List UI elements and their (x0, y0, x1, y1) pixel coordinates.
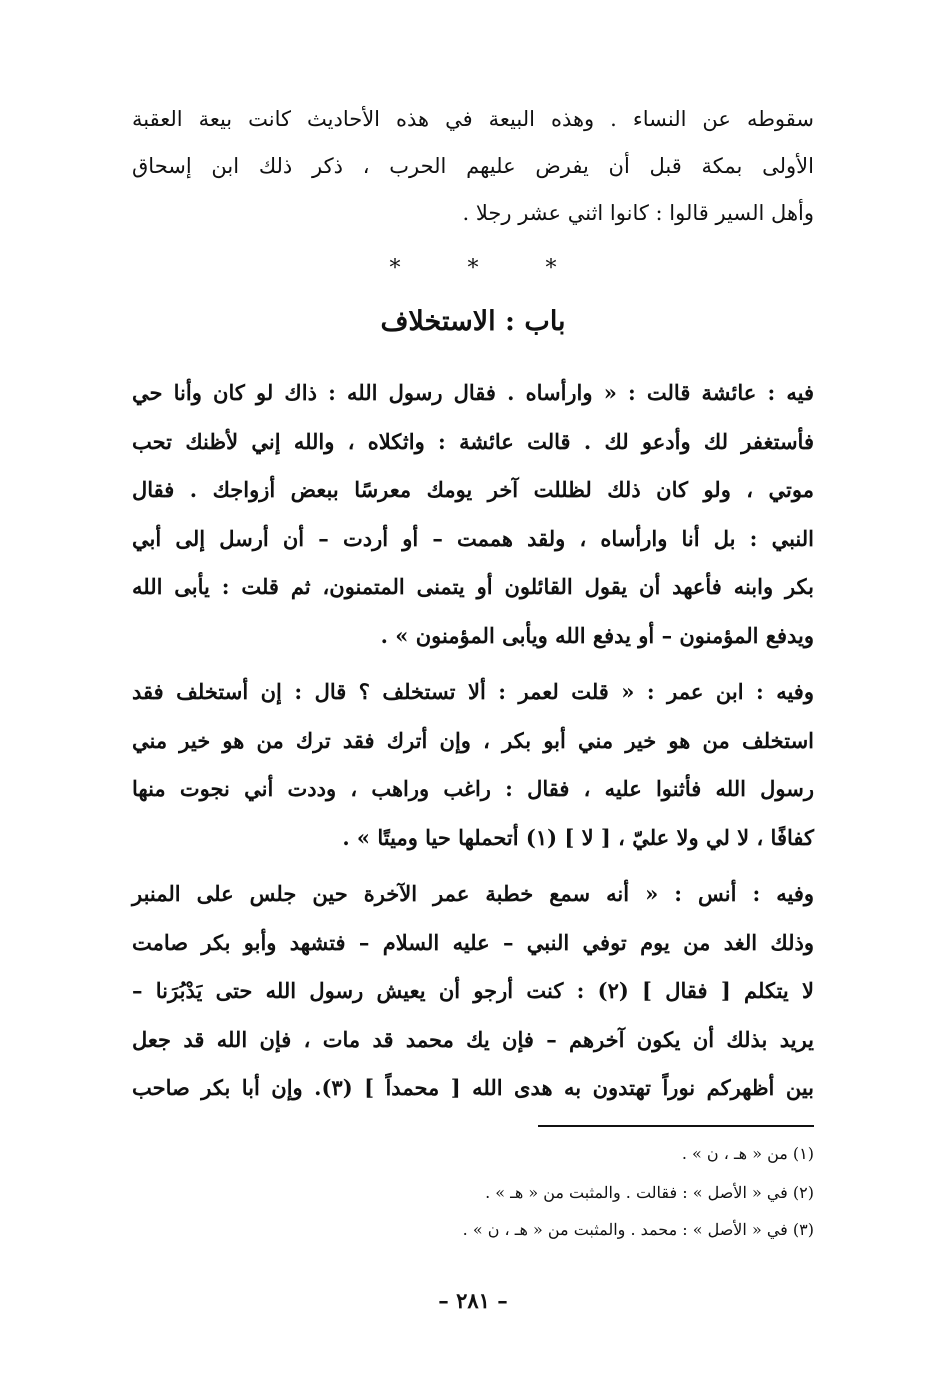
footnote: (٢) في « الأصل » : فقالت . والمثبت من « هـ » . (485, 1183, 814, 1202)
text-line: سقوطه عن النساء . وهذه البيعة في هذه الأحاديث كانت بيعة العقبة (132, 107, 814, 131)
intro-paragraph (132, 96, 814, 237)
text-line: فأستغفر لك وأدعو لك . قالت عائشة : واثكلاه ، والله إني لأظنك تحب (132, 428, 814, 454)
hadith-paragraph-anas (132, 870, 814, 1113)
footnote: (١) من « هـ ، ن » . (681, 1144, 814, 1163)
text-line: بين أظهركم نوراً تهتدون به هدى الله [ محمداً ] (٣). وإن أبا بكر صاحب (132, 1075, 815, 1100)
text-line: بكر وابنه فأعهد أن يقول القائلون أو يتمنى المتمنون، ثم قلت : يأبى الله (132, 574, 814, 599)
book-page (132, 0, 814, 1373)
section-separator (132, 256, 814, 281)
text-line: وأهل السير قالوا : كانوا اثني عشر رجلا . (462, 201, 814, 225)
text-line: استخلف من هو خير مني أبو بكر ، وإن أترك فقد ترك من هو خير مني (132, 727, 814, 753)
hadith-paragraph-aisha (132, 369, 814, 660)
hadith-paragraph-ibn-umar (132, 668, 814, 862)
text-line: فيه : عائشة قالت : « وارأساه . فقال رسول الله : ذاك لو كان وأنا حي (132, 380, 814, 405)
separator-star: * (467, 256, 479, 281)
separator-star: * (389, 256, 401, 281)
text-line: وفيه : ابن عمر : « قلت لعمر : ألا تستخلف ؟ قال : إن أستخلف فقد (132, 679, 814, 704)
text-line: ويدفع المؤمنون – أو يدفع الله ويأبى المؤمنون » . (380, 622, 814, 648)
chapter-heading: باب : الاستخلاف (380, 306, 566, 337)
separator-star: * (545, 256, 557, 281)
footnote-divider (538, 1125, 814, 1127)
page-number: – ٢٨١ – (438, 1288, 508, 1313)
text-line: وفيه : أنس : « أنه سمع خطبة عمر الآخرة حين جلس على المنبر (132, 881, 814, 906)
text-line: كفافًا ، لا لي ولا عليّ ، [ لا ] (١) أتحملها حيا وميتًا » . (342, 824, 814, 850)
text-line: يريد بذلك أن يكون آخرهم – فإن يك محمد قد مات ، فإن الله قد جعل (132, 1026, 814, 1052)
text-line: موتي ، ولو كان ذلك لظللت آخر يومك معرسًا ببعض أزواجك . فقال (132, 477, 814, 502)
text-line: النبي : بل أنا وارأساه ، ولقد هممت – أو أردت – أن أرسل إلى أبي (132, 525, 814, 551)
text-line: لا يتكلم [ فقال ] (٢) : كنت أرجو أن يعيش رسول الله حتى يَدْبُرَنا – (132, 978, 814, 1003)
text-line: رسول الله فأثنوا عليه ، فقال : راغب وراهب ، وددت أني نجوت منها (132, 776, 814, 801)
text-line: الأولى بمكة قبل أن يفرض عليهم الحرب ، ذكر ذلك ابن إسحاق (132, 154, 814, 178)
footnote: (٣) في « الأصل » : محمد . والمثبت من « هـ ، ن » . (462, 1220, 814, 1239)
text-line: وذلك الغد من يوم توفي النبي – عليه السلام – فتشهد وأبو بكر صامت (132, 929, 814, 955)
